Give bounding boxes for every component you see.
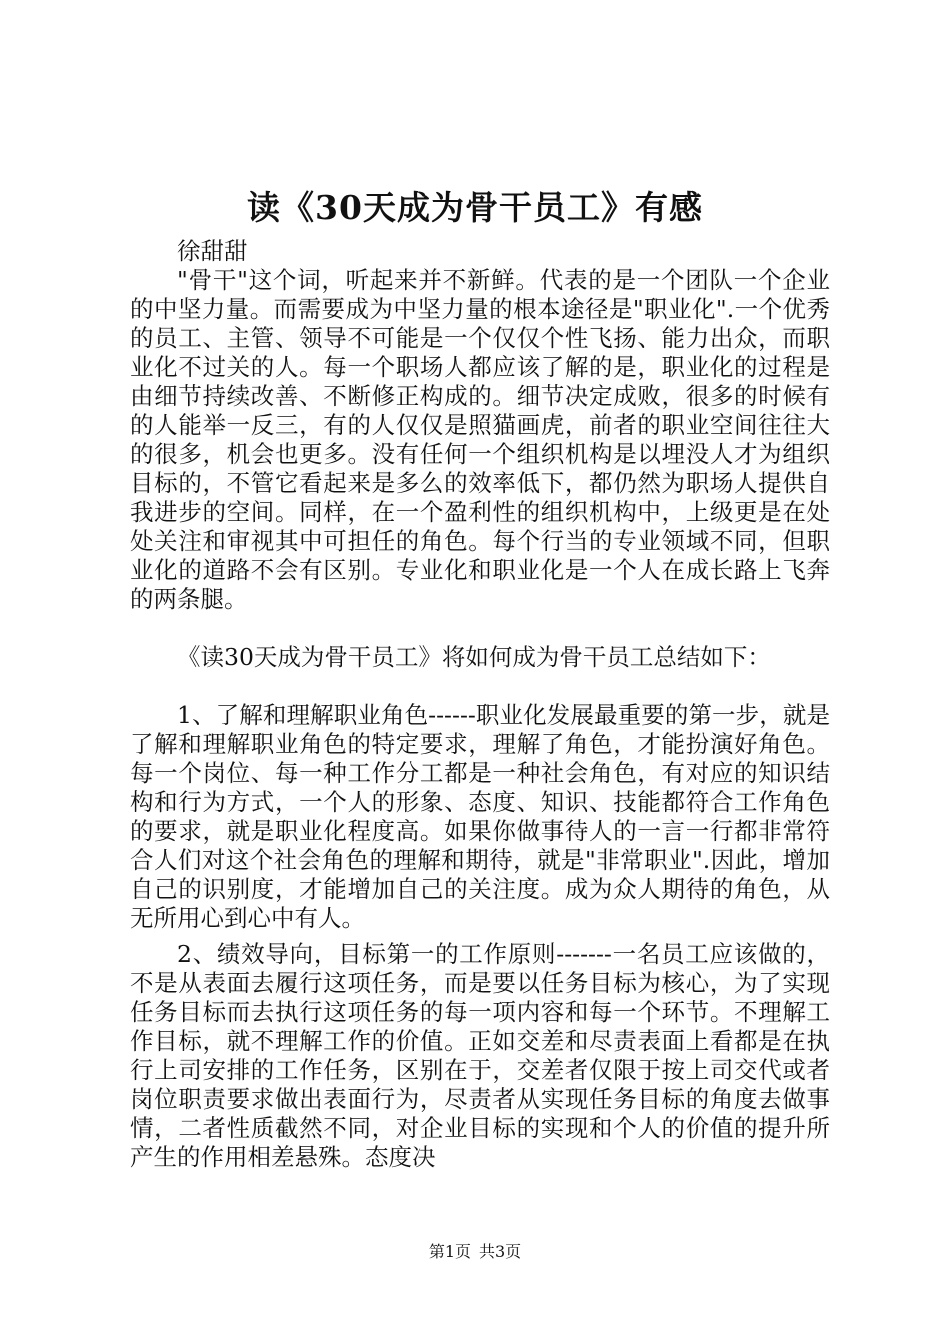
paragraph-point-1: 1、了解和理解职业角色------职业化发展最重要的第一步，就是了解和理解职业角色的特定要求，理解了角色，才能扮演好角色。每一个岗位、每一种工作分工都是一种社会角色，有对应的知识结构和行为方式，一个人的形象、态度、知识、技能都符合工作角色的要求，就是职业化程度高。如果你做事待人的一言一行都非常符合人们对这个社会角色的理解和期待，就是"非常职业".因此，增加自己的识别度，才能增加自己的关注度。成为众人期待的角色，从无所用心到心中有人。 [130, 701, 830, 932]
page-footer [0, 1241, 950, 1263]
document-title: 读《30天成为骨干员工》有感 [247, 188, 703, 227]
paragraph-summary-lead: 《读30天成为骨干员工》将如何成为骨干员工总结如下： [177, 643, 771, 671]
paragraph-intro: "骨干"这个词，听起来并不新鲜。代表的是一个团队一个企业的中坚力量。而需要成为中坚力量的根本途径是"职业化".一个优秀的员工、主管、领导不可能是一个仅仅个性飞扬、能力出众，而职业化不过关的人。每一个职场人都应该了解的是，职业化的过程是由细节持续改善、不断修正构成的。细节决定成败，很多的时候有的人能举一反三，有的人仅仅是照猫画虎，前者的职业空间往往大的很多，机会也更多。没有任何一个组织机构是以埋没人才为组织目标的，不管它看起来是多么的效率低下，都仍然为职场人提供自我进步的空间。同样，在一个盈利性的组织机构中，上级更是在处处关注和审视其中可担任的角色。每个行当的专业领域不同，但职业化的道路不会有区别。专业化和职业化是一个人在成长路上飞奔的两条腿。 [130, 266, 830, 613]
page-total: 共3页 [479, 1242, 522, 1261]
page-number: 第1页 [428, 1242, 471, 1261]
paragraph-point-2: 2、绩效导向，目标第一的工作原则-------一名员工应该做的，不是从表面去履行这项任务，而是要以任务目标为核心，为了实现任务目标而去执行这项任务的每一项内容和每一个环节。不理解工作目标，就不理解工作的价值。正如交差和尽责表面上看都是在执行上司安排的工作任务，区别在于，交差者仅限于按上司交代或者岗位职责要求做出表面行为，尽责者从实现任务目标的角度去做事情，二者性质截然不同，对企业目标的实现和个人的价值的提升所产生的作用相差悬殊。态度决 [130, 940, 830, 1171]
author-name: 徐甜甜 [177, 237, 248, 265]
